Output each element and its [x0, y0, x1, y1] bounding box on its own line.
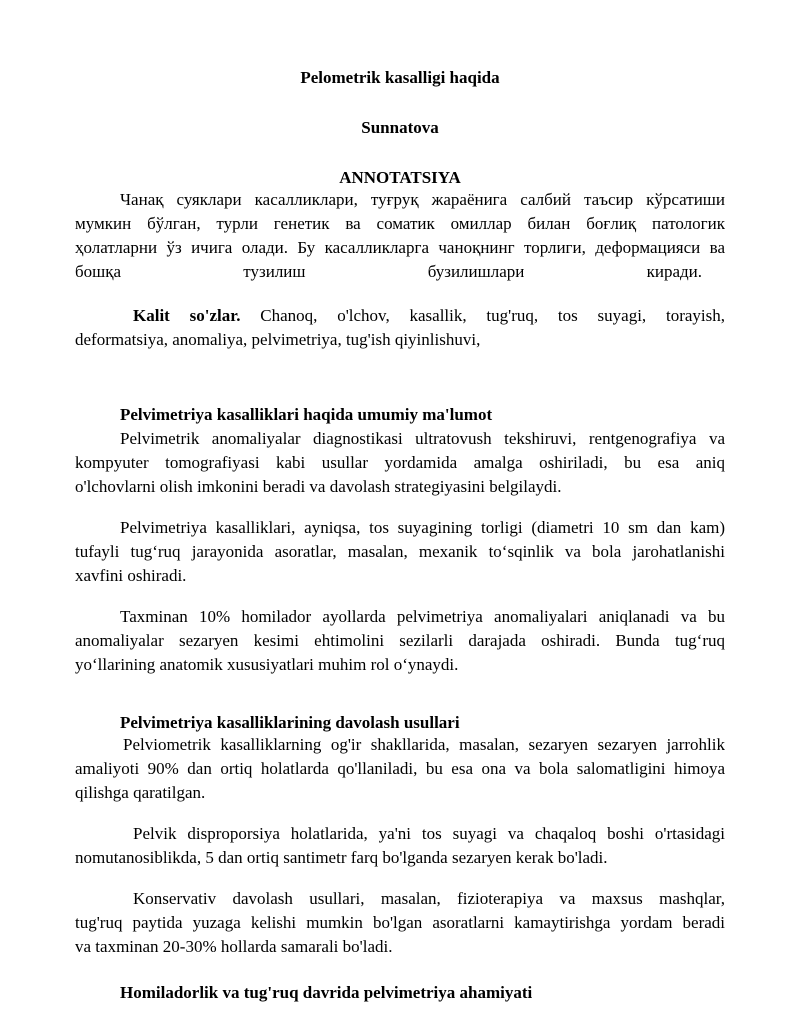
section1-paragraph-1 [75, 427, 725, 499]
annotation-heading: ANNOTATSIYA [339, 168, 461, 187]
paragraph-line: anomaliyalar sezaryen kesimi ehtimolini sezilarli darajada oshiradi. Bunda tug‘ruq [75, 631, 725, 650]
paragraph-line: Pelviometrik kasalliklarning og'ir shakllarida, masalan, sezaryen sezaryen jarrohlik [123, 735, 725, 754]
paragraph-line: Konservativ davolash usullari, masalan, fizioterapiya va maxsus mashqlar, [133, 889, 725, 908]
section-heading: Homiladorlik va tug'ruq davrida pelvimetriya ahamiyati [120, 983, 533, 1002]
annotation-paragraph [75, 188, 725, 284]
paragraph-line: Pelvimetriya kasalliklari, ayniqsa, tos suyagining torligi (diametri 10 sm dan kam) [120, 518, 725, 537]
paragraph-line: va taxminan 20-30% hollarda samarali bo'ladi. [75, 937, 393, 956]
paragraph-line: xavfini oshiradi. [75, 566, 187, 585]
section-heading: Pelvimetriya kasalliklari haqida umumiy ma'lumot [120, 405, 493, 424]
section-heading: Pelvimetriya kasalliklarining davolash usullari [120, 713, 460, 732]
paragraph-line: amaliyoti 90% dan ortiq holatlarda qo'llaniladi, bu esa ona va bola salomatligini himoya [75, 759, 725, 778]
section1-paragraph-3 [75, 605, 725, 677]
paragraph-line: yo‘llarining anatomik xususiyatlari muhim rol o‘ynaydi. [75, 655, 459, 674]
annotation-line: Чанақ суяклари касалликлари, туғруқ жараёнига салбий таъсир кўрсатиши [120, 190, 725, 209]
paragraph-line: Pelvimetrik anomaliyalar diagnostikasi ultratovush tekshiruvi, rentgenografiya va [120, 429, 725, 448]
paragraph-line: tufayli tug‘ruq jarayonida asoratlar, masalan, mexanik to‘sqinlik va bola jarohatlanishi [75, 542, 725, 561]
paragraph-line: kompyuter tomografiyasi kabi usullar yordamida amalga oshiriladi, bu esa aniq [75, 453, 725, 472]
section2-paragraph-2 [75, 822, 725, 870]
paragraph-line: nomutanosiblikda, 5 dan ortiq santimetr farq bo'lganda sezaryen kerak bo'ladi. [75, 848, 608, 867]
annotation-line: бошқа тузилиш бузилишлари киради. [75, 262, 702, 281]
paragraph-line: tug'ruq paytida yuzaga kelishi mumkin bo'lgan asoratlarni kamaytirishga yordam beradi [75, 913, 725, 932]
keywords-line [75, 304, 725, 328]
keywords-list: Chanoq, o'lchov, kasallik, tug'ruq, tos suyagi, torayish, [260, 306, 725, 325]
keywords-label: Kalit so'zlar. [133, 306, 241, 325]
annotation-line: мумкин бўлган, турли генетик ва соматик омиллар билан боғлиқ патологик [75, 214, 725, 233]
section2-paragraph-3 [75, 887, 725, 959]
paragraph-line: Pelvik disproporsiya holatlarida, ya'ni tos suyagi va chaqaloq boshi o'rtasidagi [133, 824, 725, 843]
document-title: Pelometrik kasalligi haqida [300, 68, 500, 87]
document-author: Sunnatova [361, 118, 439, 137]
keywords-line: deformatsiya, anomaliya, pelvimetriya, tug'ish qiyinlishuvi, [75, 330, 481, 349]
section1-paragraph-2 [75, 516, 725, 588]
paragraph-line: o'lchovlarni olish imkonini beradi va davolash strategiyasini belgilaydi. [75, 477, 562, 496]
keywords-paragraph [75, 304, 725, 352]
section2-paragraph-1 [75, 733, 725, 805]
paragraph-line: qilishga qaratilgan. [75, 783, 206, 802]
paragraph-line: Taxminan 10% homilador ayollarda pelvimetriya anomaliyalari aniqlanadi va bu [120, 607, 725, 626]
annotation-line: ҳолатларни ўз ичига олади. Бу касалликларга чаноқнинг торлиги, деформацияси ва [75, 238, 725, 257]
